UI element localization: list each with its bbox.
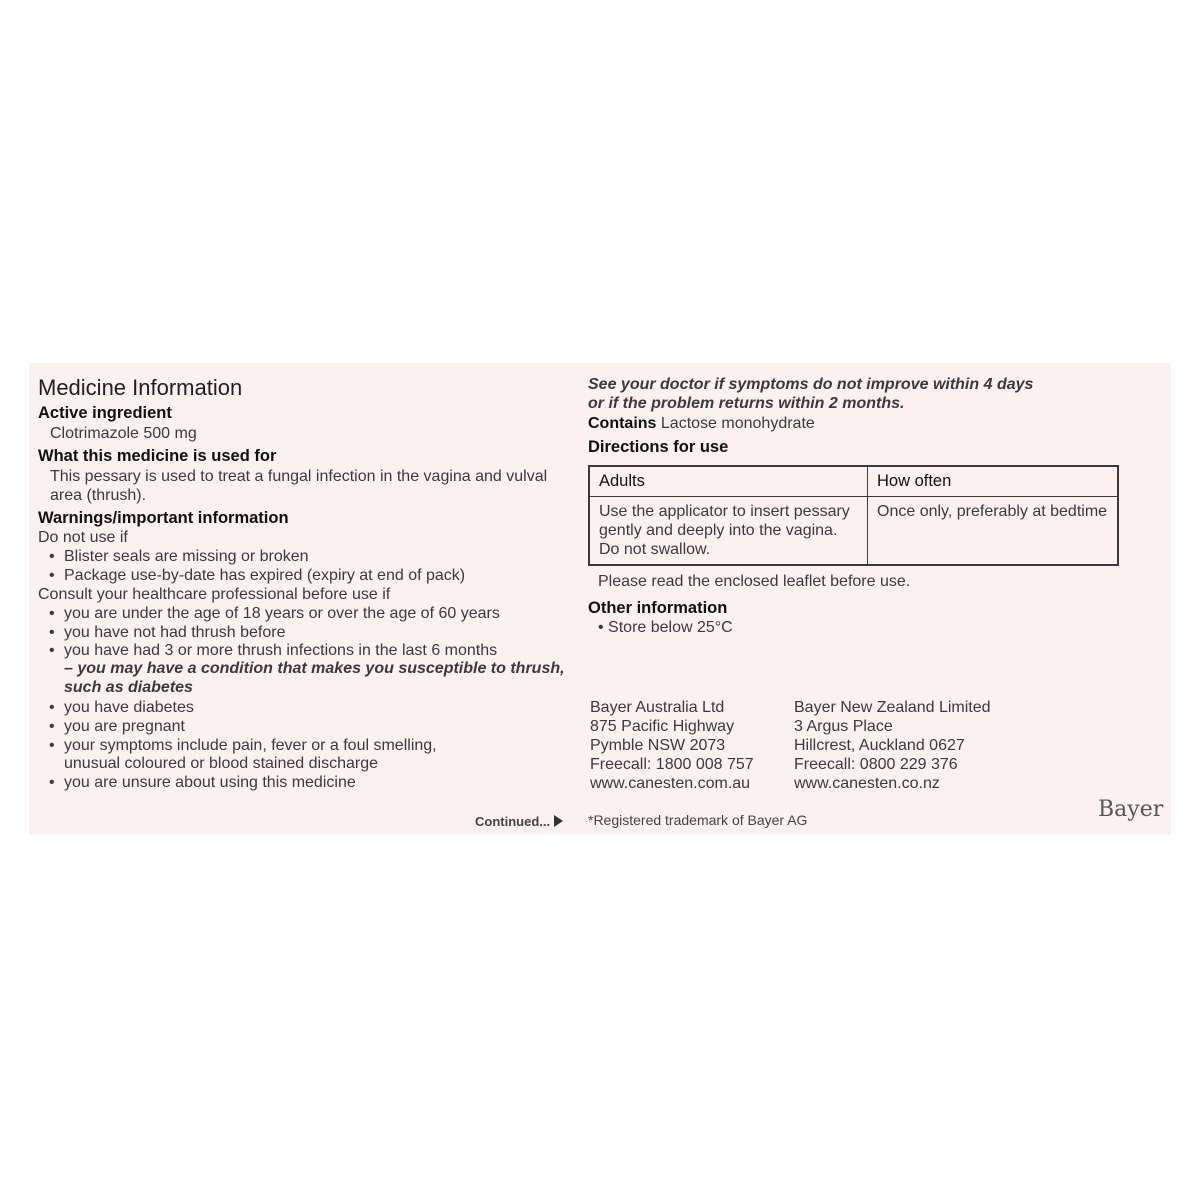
adults-instructions-cell [589,497,868,566]
address-line: Bayer New Zealand Limited [794,699,991,716]
used-for-text-1: This pessary is used to treat a fungal infection in the vagina and vulval [50,468,548,485]
bayer-logo: Bayer [1098,797,1164,822]
address-line: Bayer Australia Ltd [590,699,725,716]
other-info-heading: Other information [588,599,728,617]
col-adults: Adults [589,466,868,497]
do-not-use-heading: Do not use if [38,529,128,546]
contains-line [588,414,815,433]
list-item: • you are pregnant [64,717,185,736]
condition-note-2: such as diabetes [64,679,193,696]
play-arrow-icon [554,815,563,827]
address-line: Pymble NSW 2073 [590,737,726,754]
nz-address [794,698,991,793]
address-line: Hillcrest, Auckland 0627 [794,737,965,754]
frequency-cell: Once only, preferably at bedtime [868,497,1119,566]
address-line: 875 Pacific Highway [590,718,735,735]
address-line: 3 Argus Place [794,718,893,735]
website-link[interactable]: www.canesten.com.au [590,775,751,792]
used-for-text-2: area (thrush). [50,487,147,504]
used-for-heading: What this medicine is used for [38,447,277,465]
list-item: • Package use-by-date has expired (expiry at end of pack) [64,566,465,585]
leaflet-note: Please read the enclosed leaflet before use. [598,573,911,590]
doctor-warning-2: or if the problem returns within 2 months. [588,395,905,412]
continued-label [475,814,563,829]
list-item: • your symptoms include pain, fever or a foul smelling, [64,736,437,755]
active-ingredient-heading: Active ingredient [38,404,172,422]
address-line: Freecall: 1800 008 757 [590,756,754,773]
list-item: • Blister seals are missing or broken [64,547,309,566]
warnings-heading: Warnings/important information [38,509,289,527]
condition-note-1: – you may have a condition that makes you susceptible to thrush, [64,660,565,677]
directions-heading: Directions for use [588,438,729,456]
list-item: • you have not had thrush before [64,623,286,642]
storage-text: • Store below 25°C [598,619,733,636]
doctor-warning-1: See your doctor if symptoms do not improve within 4 days [588,376,1034,393]
instruction-line: gently and deeply into the vagina. [599,522,838,539]
list-item: • you are under the age of 18 years or over the age of 60 years [64,604,500,623]
consult-heading: Consult your healthcare professional before use if [38,586,391,603]
instruction-line: Do not swallow. [599,541,711,558]
directions-table [588,465,1119,566]
panel-title: Medicine Information [38,375,243,400]
contains-text: Lactose monohydrate [660,415,815,432]
instruction-line: Use the applicator to insert pessary [599,503,850,520]
continued-text: Continued... [475,814,551,829]
col-how-often: How often [868,466,1119,497]
symptoms-continued: unusual coloured or blood stained discharge [64,755,378,772]
medicine-info-panel [29,363,1171,835]
list-item: • you are unsure about using this medicine [64,773,356,792]
table-header-row [589,466,1118,497]
au-address [590,698,754,793]
website-link[interactable]: www.canesten.co.nz [794,775,940,792]
table-row [589,497,1118,566]
address-line: Freecall: 0800 229 376 [794,756,958,773]
contains-label: Contains [588,415,657,432]
list-item: • you have had 3 or more thrush infections in the last 6 months [64,641,497,660]
trademark-note: *Registered trademark of Bayer AG [588,812,808,828]
active-ingredient-text: Clotrimazole 500 mg [50,425,197,442]
list-item: • you have diabetes [64,698,194,717]
